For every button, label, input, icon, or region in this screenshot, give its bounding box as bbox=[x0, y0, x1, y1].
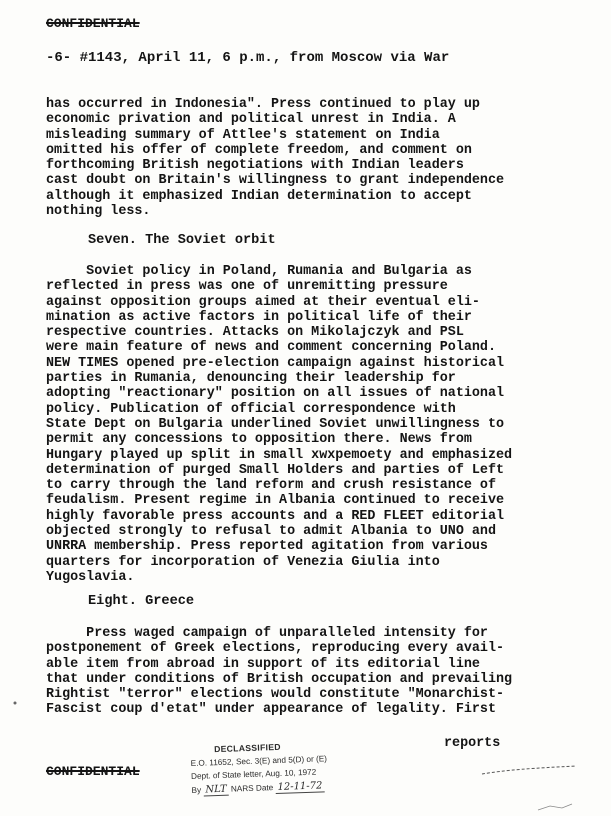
section-heading-greece: Eight. Greece bbox=[88, 594, 195, 609]
margin-dot bbox=[12, 700, 18, 706]
stamp-date-label: NARS Date bbox=[230, 783, 274, 794]
continuation-word: reports bbox=[444, 736, 501, 751]
stamp-date-value: 12-11-72 bbox=[275, 780, 324, 794]
section-heading-soviet-orbit: Seven. The Soviet orbit bbox=[88, 233, 276, 248]
stray-pen-mark bbox=[480, 760, 580, 780]
paragraph-greece: Press waged campaign of unparalleled intensity for postponement of Greek elections, reproducing every avail- able item from abroad in support of its editorial line that under conditions of British occupation and prevailing Rightist "terror" elections would constitute "Monarchist- Fascist coup d'etat" under appearance of legality. First bbox=[46, 626, 513, 718]
classification-header: CONFIDENTIAL bbox=[46, 16, 140, 31]
stamp-by-initials: NLT bbox=[203, 784, 229, 797]
paragraph-soviet-orbit: Soviet policy in Poland, Rumania and Bulgaria as reflected in press was one of unremitting pressure against opposition groups aimed at their eventual eli- mination as active factors in political life of their respective countries. Attacks on Mikolajczyk and PSL were main feature of news and comment concerning Poland. NEW TIMES opened pre-election campaign against historical parties in Rumania, denouncing their leadership for adopting "reactionary" position on all issues of national policy. Publication of official correspondence with State Dept on Bulgaria underlined Soviet unwillingness to permit any concessions to opposition there. News from Hungary played up split in small xwxpemoety and emphasized determination of purged Small Holders and parties of Left to carry through the land reform and crush resistance of feudalism. Present regime in Albania continued to receive highly favorable press accounts and a RED FLEET editorial objected strongly to refusal to admit Albania to UNO and UNRRA membership. Press reported agitation from various quarters for incorporation of Venezia Giulia into Yugoslavia. bbox=[46, 264, 513, 585]
stamp-by-label: By bbox=[191, 785, 202, 795]
declassification-stamp bbox=[190, 738, 392, 796]
paragraph-india: has occurred in Indonesia". Press continued to play up economic privation and political unrest in India. A misleading summary of Attlee's statement on India omitted his offer of complete freedom, and comment on forthcoming British negotiations with Indian leaders cast doubt on Britain's willingness to grant independence although it emphasized Indian determination to accept nothing less. bbox=[46, 97, 505, 220]
stamp-signoff bbox=[191, 778, 391, 796]
stamp-letter: Dept. of State letter, Aug. 10, 1972 bbox=[190, 767, 317, 781]
stamp-authority: E.O. 11652, Sec. 3(E) and 5(D) or (E) bbox=[190, 754, 328, 768]
stamp-title: DECLASSIFIED bbox=[213, 741, 281, 755]
edge-scribble bbox=[536, 800, 576, 814]
classification-footer: CONFIDENTIAL bbox=[46, 764, 140, 779]
telegram-header-line: -6- #1143, April 11, 6 p.m., from Moscow via War bbox=[46, 50, 450, 66]
